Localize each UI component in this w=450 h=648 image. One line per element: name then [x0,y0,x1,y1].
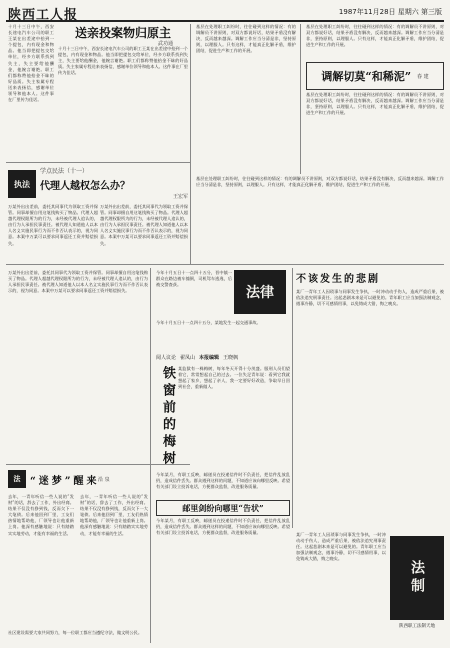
article-body: 万某外出出差前，委托其同事代为领取工资并保管。同事却擅自用这笔钱购买了物品。代理人超越代理权限所为的行为，未经被代理人追认的，由行为人承担民事责任。被代理人知道他人以本人名义实施民事行为而不作否认表示的，视为同意。本案中万某可以要求同事返还工资并赔偿损失。 [100,204,188,246]
article-iron-tree [156,354,290,468]
article-body: 十月十三日中午，西安长途电汽车公司的职工王某在出差途中拾到一个提包，内有现金和物品。他当即把提包交给单位，经多方联系找到失主，失主要给他酬金，他婉言谢绝。职工们都称赞他拾金不昧的好品质。失主家属专程送来表扬信，感谢单位领导和他本人。这件事在厂里传为佳话。 [58,46,188,76]
column-divider [292,268,293,528]
section-divider [6,264,444,265]
headline: 调解切莫“和稀泥” [321,70,412,83]
article-body: 某厂一青年工人因琐事与同事发生争执，一时冲动动手伤人，造成严重后果，被依法追究刑事责任。这起悲剧本来是可以避免的。青年职工应当加强法制观念，遇事冷静，切不可感情用事，以免铸成大错，悔之晚矣。 [296,532,386,562]
article-tragedy [296,270,444,525]
section-badge: 执法 [8,170,36,198]
headline: 邮里剑纷向哪里“告状” [182,502,264,513]
byline: 王宏军 [172,194,188,200]
headline: 送亲投案物归原主 [74,26,171,40]
series-label: 学点民法（十一） [40,168,89,175]
article-body: 某厂一青年工人因琐事与同事发生争执，一时冲动动手伤人，造成严重后果，被依法追究刑事责任。这起悲剧本来是可以避免的。青年职工应当加强法制观念，遇事冷静，切不可感情用事，以免铸成大错，悔之晚矣。 [296,289,444,307]
byline: 翟凤山 [180,355,196,361]
article-body: 去年，一青年听信一些人说的“发财”的话，辞去了工作，外出经商。结果不仅没有挣到钱，反而欠下一大笔债。后来他回到厂里，工友们热情地帮助他，厂领导也让他重新上岗。他深有感触地说：只有踏踏实实地劳动，才能有幸福的生活。 [80,494,148,536]
byline: 春 建 [417,73,429,80]
masthead-date: 1987年11月28日 星期六 第三版 [338,8,442,16]
article-civil-law [40,166,188,200]
article-body: 社区建设需要大家共同努力，每一位职工都应当遵纪守法，做文明公民。 [8,630,143,635]
headline: 不该发生的悲剧 [296,274,380,285]
article-body: 今年十月五日十一点四十五分，晋中镇一群众在路边被车撞倒，司机驾车逃逸，后被交警查获。 [156,270,232,288]
headline: 铁窗前的梅树 [160,366,175,468]
corner-badge: 法制 [390,536,444,620]
label: 阅人议论 [156,355,177,361]
column-divider [300,24,301,174]
article-postal [156,472,290,638]
masthead-rule [6,20,444,22]
corner-caption: 陕西职工法制天地 [399,624,435,629]
article-body: 基层在处理职工纠纷时，往往碰到这样的情况：有的调解员不讲原则，对双方都说好话，结果矛盾没有解决，反而越来越深。调解工作应当分清是非，坚持原则，以理服人。只有这样，才能真正化解矛盾，维护团结，促进生产和工作的开展。 [196,176,444,188]
section-badge: 法 [8,470,26,488]
section-divider [6,162,190,163]
headline: 代理人越权怎么办？ [40,181,130,192]
byline-row [156,354,290,361]
article-body: 今年某月，有职工反映，邮递员在投递信件时不负责任，把信件乱放乱扔，造成信件丢失。群众遇到这样的问题，不知道应该向哪里反映。希望有关部门设立投诉电话，方便群众监督，改进服务质量。 [156,472,290,490]
article-body: 万某外出出差前，委托其同事代为领取工资并保管。同事却擅自用这笔钱购买了物品。代理人超越代理权限所为的行为，未经被代理人追认的，由行为人承担民事责任。被代理人知道他人以本人名义实施民事行为而不作否认表示的，视为同意。本案中万某可以要求同事返还工资并赔偿损失。 [8,270,148,294]
headline-box [156,500,290,516]
corner-feature [390,536,444,629]
byline: 武功通 [158,41,174,47]
headline: “迷梦”醒来 [30,476,100,487]
article-body: 基层在处理职工纠纷时，往往碰到这样的情况：有的调解员不讲原则，对双方都说好话，结果矛盾没有解决，反而越来越深。调解工作应当分清是非，坚持原则，以理服人。只有这样，才能真正化解矛盾，维护团结，促进生产和工作的开展。 [196,24,296,54]
headline-box [306,62,444,90]
byline: 王晓枫 [223,355,239,361]
law-badge: 法律 [234,270,286,314]
article-body: 基层在处理职工纠纷时，往往碰到这样的情况：有的调解员不讲原则，对双方都说好话，结果矛盾没有解决，反而越来越深。调解工作应当分清是非，坚持原则，以理服人。只有这样，才能真正化解矛盾，维护团结，促进生产和工作的开展。 [306,24,444,48]
article-body: 万某外出出差前，委托其同事代为领取工资并保管。同事却擅自用这笔钱购买了物品。代理人超越代理权限所为的行为，未经被代理人追认的，由行为人承担民事责任。被代理人知道他人以本人名义实施民事行为而不作否认表示的，视为同意。本案中万某可以要求同事返还工资并赔偿损失。 [8,204,98,246]
byline: 本报编辑 [199,355,220,361]
article-body: 今年十月五日十一点四十五分，某地发生一起交通事故。 [156,320,261,325]
byline: 沿 泉 [98,477,110,483]
article-body: 基层在处理职工纠纷时，往往碰到这样的情况：有的调解员不讲原则，对双方都说好话，结果矛盾没有解决，反而越来越深。调解工作应当分清是非，坚持原则，以理服人。只有这样，才能真正化解矛盾，维护团结，促进生产和工作的开展。 [306,92,444,116]
column-divider [190,24,191,264]
article-body: 今年某月，有职工反映，邮递员在投递信件时不负责任，把信件乱放乱扔，造成信件丢失。群众遇到这样的问题，不知道应该向哪里反映。希望有关部门设立投诉电话，方便群众监督，改进服务质量。 [156,518,290,536]
masthead-title: 陕西工人报 [8,8,79,23]
column-divider [150,268,151,643]
article-body: 去年，一青年听信一些人说的“发财”的话，辞去了工作，外出经商。结果不仅没有挣到钱，反而欠下一大笔债。后来他回到厂里，工友们热情地帮助他，厂领导也让他重新上岗。他深有感触地说：只有踏踏实实地劳动，才能有幸福的生活。 [8,494,74,536]
article-body: 某监狱有一株梅树，每年冬天开得十分茂盛。服刑人员们望着它，常常想起自己的过去。一位失足青年说：看到它我就想起了家乡，想起了亲人，我一定要好好改造，争取早日回到社会，重新做人。 [178,366,290,390]
article-body: 十月十三日中午，西安长途电汽车公司的职工王某在出差途中拾到一个提包，内有现金和物品。他当即把提包交给单位，经多方联系找到失主，失主要给他酬金，他婉言谢绝。职工们都称赞他拾金不昧的好品质。失主家属专程送来表扬信，感谢单位领导和他本人。这件事在厂里传为佳话。 [8,24,54,103]
